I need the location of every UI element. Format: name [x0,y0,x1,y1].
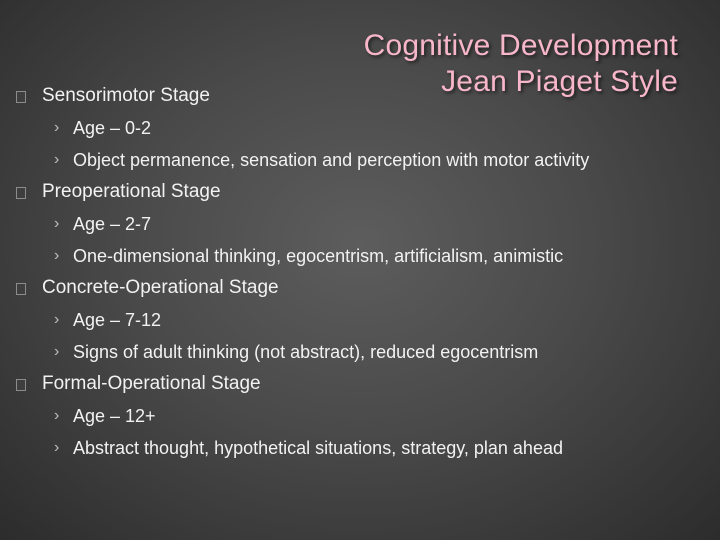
chevron-right-icon: › [54,247,60,264]
stage-description: Signs of adult thinking (not abstract), reduced egocentrism [73,342,539,362]
stage-age: Age – 2-7 [73,214,152,234]
title-line-2: Jean Piaget Style [441,65,678,98]
chevron-right-icon: › [54,119,60,136]
title-line-1: Cognitive Development [363,29,678,62]
chevron-right-icon: › [54,439,60,456]
chevron-right-icon: › [54,407,60,424]
checkbox-bullet-icon [16,91,26,103]
stage-item [16,368,716,464]
stage-item [16,80,716,176]
chevron-right-icon: › [54,311,60,328]
stage-description: Object permanence, sensation and perception with motor activity [73,150,590,170]
stage-description: One-dimensional thinking, egocentrism, artificialism, animistic [73,246,564,266]
stage-item [16,176,716,272]
stage-age: Age – 12+ [73,406,156,426]
stage-label: Concrete-Operational Stage [42,277,279,298]
stage-item [16,272,716,368]
checkbox-bullet-icon [16,379,26,391]
stage-label: Preoperational Stage [42,181,221,202]
checkbox-bullet-icon [16,187,26,199]
stage-list [16,80,716,464]
chevron-right-icon: › [54,151,60,168]
chevron-right-icon: › [54,215,60,232]
stage-age: Age – 0-2 [73,118,152,138]
stage-description: Abstract thought, hypothetical situations, strategy, plan ahead [73,438,563,458]
stage-label: Formal-Operational Stage [42,373,261,394]
checkbox-bullet-icon [16,283,26,295]
stage-label: Sensorimotor Stage [42,85,210,106]
stage-age: Age – 7-12 [73,310,162,330]
chevron-right-icon: › [54,343,60,360]
